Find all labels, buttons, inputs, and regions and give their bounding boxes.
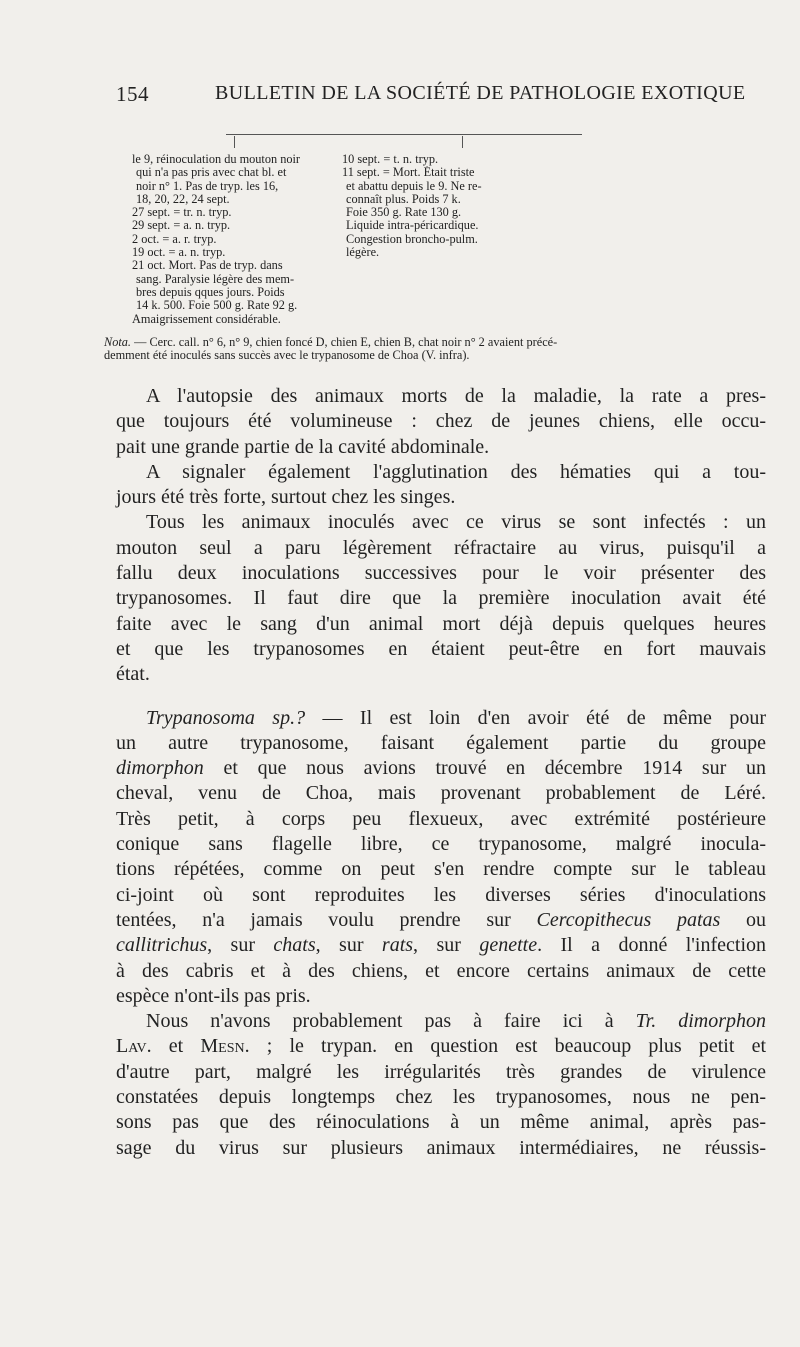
body-line-text: , sur xyxy=(207,934,274,957)
running-title: BULLETIN DE LA SOCIÉTÉ DE PATHOLOGIE EXOTIQUE xyxy=(215,82,746,104)
body-line-text: , sur xyxy=(315,934,382,957)
body-line-text: et que nous avions trouvé en décembre 1914 sur un xyxy=(203,757,766,780)
table-line: le 9, réinoculation du mouton noir xyxy=(132,153,301,166)
body-line: conique sans flagelle libre, ce trypanosome, malgré inocula- xyxy=(116,833,766,856)
body-line: constatées depuis longtemps chez les trypanosomes, nous ne pen- xyxy=(116,1086,766,1109)
table-left-column xyxy=(132,153,340,326)
body-line xyxy=(116,908,766,933)
body-line: et que les trypanosomes en étaient peut-être en fort mauvais xyxy=(116,637,766,660)
body-line: sage du virus sur plusieurs animaux intermédiaires, ne réussis- xyxy=(116,1136,766,1159)
body-line-text: — Il est loin d'en avoir été de même pour xyxy=(305,706,766,729)
body-line xyxy=(116,1034,766,1059)
table-line: bres depuis qques jours. Poids xyxy=(136,285,285,299)
note-label: Nota. xyxy=(104,335,131,349)
body-line: A l'autopsie des animaux morts de la maladie, la rate a pres- xyxy=(146,385,766,407)
body-line: Très petit, à corps peu flexueux, avec extrémité postérieure xyxy=(116,807,766,830)
note-line: demment été inoculés sans succès avec le trypanosome de Choa (V. infra). xyxy=(104,348,470,363)
author-abbrev: Mesn. xyxy=(200,1035,250,1058)
table-right-column xyxy=(342,153,547,259)
body-line: sons pas que des réinoculations à un même animal, après pas- xyxy=(116,1111,766,1134)
body-line-text: et xyxy=(151,1035,201,1058)
table-line: 11 sept. = Mort. Était triste xyxy=(342,166,475,180)
italic-term: genette xyxy=(479,934,538,957)
table-note xyxy=(104,336,772,363)
table-line: légère. xyxy=(346,246,380,260)
table-line: 27 sept. = tr. n. tryp. xyxy=(132,206,232,220)
body-line-text: , sur xyxy=(413,934,480,957)
body-line xyxy=(116,706,766,731)
italic-term: callitrichus xyxy=(116,934,208,957)
body-line: fallu deux inoculations successives pour le voir présenter des xyxy=(116,562,766,585)
italic-term: Tr. dimorphon xyxy=(635,1010,766,1033)
italic-term: dimorphon xyxy=(116,757,204,780)
article-body xyxy=(116,384,766,1161)
body-line xyxy=(116,1009,766,1034)
note-line xyxy=(104,336,772,349)
table-line: 18, 20, 22, 24 sept. xyxy=(136,192,230,206)
table-line: 14 k. 500. Foie 500 g. Rate 92 g. xyxy=(136,299,298,313)
table-column-tick xyxy=(462,136,463,148)
page-number: 154 xyxy=(116,82,149,106)
body-line: un autre trypanosome, faisant également partie du groupe xyxy=(116,731,766,754)
table-line: Liquide intra-péricardique. xyxy=(346,219,479,233)
body-line-text: ; le trypan. en question est beaucoup plus petit et xyxy=(249,1035,766,1058)
body-line-text: ou xyxy=(720,908,767,931)
table-line: Amaigrissement considérable. xyxy=(132,312,281,326)
inoculation-table xyxy=(132,128,772,333)
table-column-tick xyxy=(234,136,235,148)
body-line xyxy=(116,756,766,781)
table-line: 2 oct. = a. r. tryp. xyxy=(132,232,217,246)
body-line: ci-joint où sont reproduites les diverses séries d'inoculations xyxy=(116,883,766,906)
species-name: Trypanosoma sp.? xyxy=(146,706,306,729)
body-line xyxy=(116,933,766,958)
note-text: — Cerc. call. n° 6, n° 9, chien foncé D, chien E, chien B, chat noir n° 2 avaient précé- xyxy=(131,335,558,349)
body-line: cheval, venu de Choa, mais provenant probablement de Léré. xyxy=(116,782,766,805)
table-line: 10 sept. = t. n. tryp. xyxy=(342,153,439,166)
table-line: connaît plus. Poids 7 k. xyxy=(346,192,461,206)
table-line: qui n'a pas pris avec chat bl. et xyxy=(136,166,287,180)
table-line: et abattu depuis le 9. Ne re- xyxy=(346,179,482,193)
body-line: pait une grande partie de la cavité abdominale. xyxy=(116,435,490,458)
body-line: Tous les animaux inoculés avec ce virus se sont infectés : un xyxy=(146,511,766,534)
body-line-text: tentées, n'a jamais voulu prendre sur xyxy=(116,908,537,931)
page-header xyxy=(116,82,776,114)
body-line: état. xyxy=(116,663,150,686)
italic-term: chats xyxy=(273,934,316,957)
body-line: espèce n'ont-ils pas pris. xyxy=(116,984,311,1007)
table-line: Congestion broncho-pulm. xyxy=(346,232,478,246)
body-line-text: Nous n'avons probablement pas à faire ici à xyxy=(146,1010,636,1033)
table-line: noir n° 1. Pas de tryp. les 16, xyxy=(136,179,279,193)
body-line: à des cabris et à des chiens, et encore certains animaux de cette xyxy=(116,959,766,982)
italic-term: Cercopithecus patas xyxy=(536,908,721,931)
table-line: 19 oct. = a. n. tryp. xyxy=(132,246,226,260)
table-line: sang. Paralysie légère des mem- xyxy=(136,272,295,286)
table-top-rule xyxy=(226,134,582,135)
body-line: trypanosomes. Il faut dire que la première inoculation avait été xyxy=(116,587,766,610)
body-line: faite avec le sang d'un animal mort déjà depuis quelques heures xyxy=(116,612,766,635)
italic-term: rats xyxy=(381,934,414,957)
body-line: jours été très forte, surtout chez les singes. xyxy=(116,486,456,509)
table-line: 21 oct. Mort. Pas de tryp. dans xyxy=(132,259,283,273)
body-line: que toujours été volumineuse : chez de jeunes chiens, elle occu- xyxy=(116,410,766,433)
body-line: A signaler également l'agglutination des hématies qui a tou- xyxy=(146,460,766,483)
table-line: Foie 350 g. Rate 130 g. xyxy=(346,206,462,220)
body-line: mouton seul a paru légèrement réfractaire au virus, puisqu'il a xyxy=(116,536,766,559)
paragraph-gap xyxy=(116,688,766,706)
body-line: tions répétées, comme on peut s'en rendre compte sur le tableau xyxy=(116,858,766,881)
author-abbrev: Lav. xyxy=(116,1035,152,1058)
table-line: 29 sept. = a. n. tryp. xyxy=(132,219,231,233)
body-line-text: . Il a donné l'infection xyxy=(537,934,766,957)
body-line: d'autre part, malgré les irrégularités très grandes de virulence xyxy=(116,1060,766,1083)
